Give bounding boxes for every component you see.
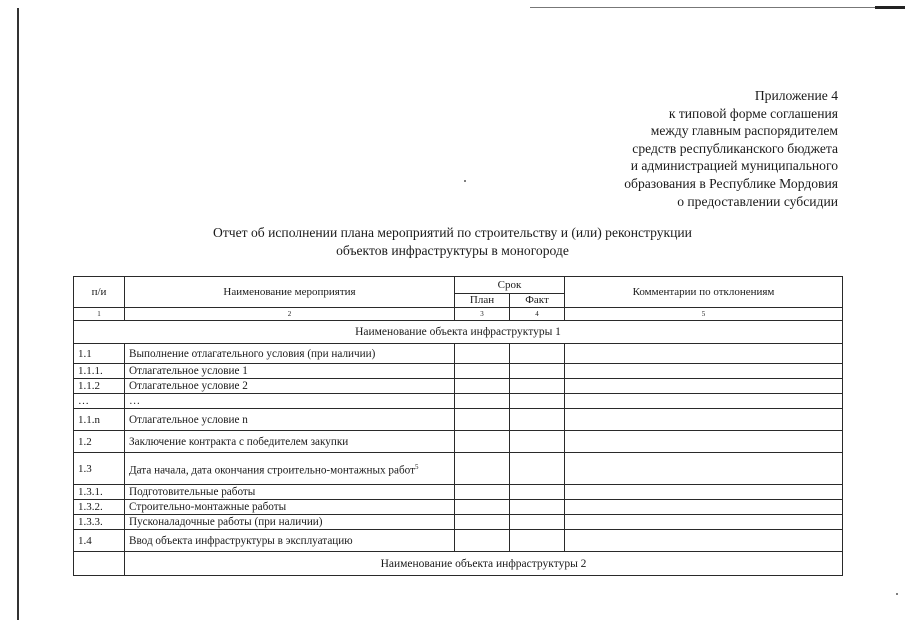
table-row xyxy=(74,409,843,431)
plan-cell xyxy=(455,344,510,364)
fact-cell xyxy=(510,379,565,394)
column-number: 1 xyxy=(74,308,125,321)
table-row xyxy=(74,344,843,364)
header-row xyxy=(74,277,843,294)
plan-cell xyxy=(455,431,510,453)
table-row xyxy=(74,379,843,394)
comment-cell xyxy=(565,431,843,453)
comment-cell xyxy=(565,409,843,431)
comment-cell xyxy=(565,344,843,364)
plan-cell xyxy=(455,364,510,379)
section-num-cell xyxy=(74,552,125,576)
fact-cell xyxy=(510,431,565,453)
fact-cell xyxy=(510,394,565,409)
row-num: 1.1 xyxy=(74,344,125,364)
row-name xyxy=(125,453,455,485)
plan-cell xyxy=(455,394,510,409)
column-number: 4 xyxy=(510,308,565,321)
table-row xyxy=(74,500,843,515)
row-num: 1.4 xyxy=(74,530,125,552)
row-num: 1.1.1. xyxy=(74,364,125,379)
fact-cell xyxy=(510,409,565,431)
column-number: 2 xyxy=(125,308,455,321)
footnote-mark: 5 xyxy=(415,462,419,471)
appendix-line: Приложение 4 xyxy=(754,88,838,103)
row-num: 1.3.3. xyxy=(74,515,125,530)
table-row xyxy=(74,364,843,379)
row-name: Подготовительные работы xyxy=(125,485,455,500)
report-title-line2: объектов инфраструктуры в моногороде xyxy=(336,243,569,258)
fact-cell xyxy=(510,485,565,500)
report-title-line1: Отчет об исполнении плана мероприятий по строительству и (или) реконструкции xyxy=(213,225,692,240)
header-comments: Комментарии по отклонениям xyxy=(565,277,843,308)
fact-cell xyxy=(510,500,565,515)
report-title xyxy=(0,224,905,260)
column-number: 5 xyxy=(565,308,843,321)
row-name: Выполнение отлагательного условия (при наличии) xyxy=(125,344,455,364)
table-row xyxy=(74,394,843,409)
column-number-row xyxy=(74,308,843,321)
row-num: 1.1.2 xyxy=(74,379,125,394)
table-row xyxy=(74,453,843,485)
plan-cell xyxy=(455,515,510,530)
plan-cell xyxy=(455,453,510,485)
appendix-line: между главным распорядителем xyxy=(650,123,838,139)
header-fact: Факт xyxy=(510,293,565,307)
section-row xyxy=(74,321,843,344)
appendix-line: к типовой форме соглашения xyxy=(668,105,838,121)
row-name: Строительно-монтажные работы xyxy=(125,500,455,515)
fact-cell xyxy=(510,344,565,364)
row-name: Отлагательное условие n xyxy=(125,409,455,431)
table-row xyxy=(74,530,843,552)
appendix-line: средств республиканского бюджета xyxy=(632,140,838,156)
fact-cell xyxy=(510,364,565,379)
plan-cell xyxy=(455,409,510,431)
comment-cell xyxy=(565,453,843,485)
section-title-2: Наименование объекта инфраструктуры 2 xyxy=(125,552,843,576)
table-row xyxy=(74,485,843,500)
fact-cell xyxy=(510,515,565,530)
comment-cell xyxy=(565,530,843,552)
row-num: 1.3.1. xyxy=(74,485,125,500)
plan-cell xyxy=(455,500,510,515)
column-number: 3 xyxy=(455,308,510,321)
comment-cell xyxy=(565,485,843,500)
header-plan: План xyxy=(455,293,510,307)
appendix-line: о предоставлении субсидии xyxy=(677,193,838,209)
fact-cell xyxy=(510,453,565,485)
row-num: 1.1.n xyxy=(74,409,125,431)
plan-cell xyxy=(455,379,510,394)
comment-cell xyxy=(565,364,843,379)
row-name: Отлагательное условие 1 xyxy=(125,364,455,379)
header-num: п/и xyxy=(74,277,125,308)
header-name: Наименование мероприятия xyxy=(125,277,455,308)
comment-cell xyxy=(565,500,843,515)
comment-cell xyxy=(565,515,843,530)
row-name: Ввод объекта инфраструктуры в эксплуатацию xyxy=(125,530,455,552)
row-name: Отлагательное условие 2 xyxy=(125,379,455,394)
table-row xyxy=(74,515,843,530)
scan-speck xyxy=(896,593,898,595)
appendix-header xyxy=(418,87,838,210)
row-name-text: Дата начала, дата окончания строительно-монтажных работ xyxy=(129,464,416,477)
row-num: 1.2 xyxy=(74,431,125,453)
row-num: 1.3 xyxy=(74,453,125,485)
table-row xyxy=(74,431,843,453)
row-name: Заключение контракта с победителем закупки xyxy=(125,431,455,453)
row-num: 1.3.2. xyxy=(74,500,125,515)
section-title-1: Наименование объекта инфраструктуры 1 xyxy=(74,321,843,344)
plan-cell xyxy=(455,530,510,552)
row-name: … xyxy=(125,394,455,409)
comment-cell xyxy=(565,379,843,394)
section-row xyxy=(74,552,843,576)
appendix-line: и администрацией муниципального xyxy=(630,158,838,174)
appendix-line: образования в Республике Мордовия xyxy=(624,175,838,191)
header-term: Срок xyxy=(455,277,565,294)
plan-cell xyxy=(455,485,510,500)
row-num: … xyxy=(74,394,125,409)
comment-cell xyxy=(565,394,843,409)
report-table xyxy=(73,276,843,576)
scan-border-top xyxy=(530,7,875,8)
fact-cell xyxy=(510,530,565,552)
scan-border-left xyxy=(17,8,19,620)
row-name: Пусконаладочные работы (при наличии) xyxy=(125,515,455,530)
scan-border-top-right xyxy=(875,6,905,9)
